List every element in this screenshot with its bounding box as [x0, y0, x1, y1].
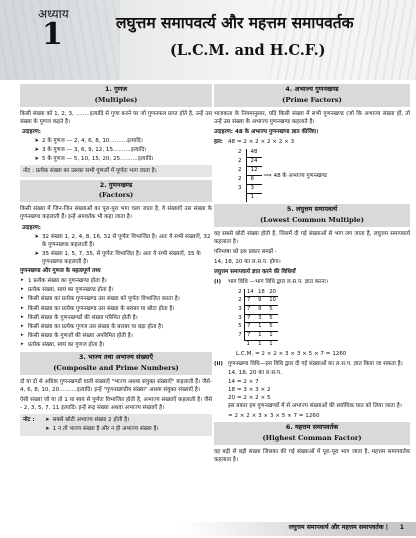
section-heading-factors — [20, 180, 212, 203]
solution-label: हल: — [214, 139, 223, 146]
note-box: नोट : प्रत्येक संख्या का उसका सभी गुणजों में पूर्णतः भाग जाता है। — [20, 165, 212, 176]
example-block — [22, 224, 212, 267]
grid-cell: 14 — [244, 289, 256, 297]
note-item: सबसे छोटी अभाज्य संख्या 2 होती है। — [52, 416, 130, 423]
chapter-header — [0, 0, 416, 80]
table-row — [234, 176, 262, 185]
note-box — [20, 414, 212, 435]
facts-heading: गुणनखण्ड और गुणज के महत्वपूर्ण तथ्य — [20, 268, 101, 275]
example-item: 3 के गुणज — 3, 6, 9, 12, 15..........इत्यादि। — [42, 147, 147, 154]
dividend-cell: 3 — [246, 185, 262, 194]
methods-heading: लघुत्तम समापवर्त्य ज्ञात करने की विधियाँ — [214, 269, 296, 276]
divisor-cell: 3 — [234, 185, 246, 194]
divisor-cell: 2 — [234, 149, 246, 157]
left-column — [20, 84, 212, 439]
arrow-bullet-icon: ➤ — [34, 138, 39, 145]
grid-cell: 1 — [258, 340, 262, 347]
page-footer — [0, 520, 416, 538]
divisor-cell — [234, 194, 246, 202]
list-item: ▸ किसी संख्या के गुणजों की संख्या अपरिमित होती है। — [20, 332, 212, 340]
right-column — [214, 84, 410, 466]
section-title: 6. महत्तम समापवर्तक — [285, 423, 339, 432]
section-title: 4. अभाज्य गुणनखण्ड — [285, 85, 339, 93]
table-row — [234, 149, 262, 157]
paragraph: परिभाषा को इस प्रकार समझें - — [214, 249, 277, 256]
example-item: 5 के गुणज — 5, 10, 15, 20, 25..........इत्यादि। — [42, 156, 154, 163]
arrow-bullet-icon: ➤ — [34, 233, 39, 240]
division-arrow-icon: ⟹ — [263, 172, 272, 179]
chapter-number: 1 — [42, 17, 63, 52]
method-number: (i) — [214, 279, 222, 286]
grid-cell: 9 — [256, 297, 267, 306]
grid-cell: 5 — [267, 305, 278, 314]
table-row — [234, 185, 262, 194]
table-row — [234, 158, 262, 167]
grid-cell: 7 — [244, 305, 256, 314]
grid-cell: 1 — [256, 331, 267, 340]
divisor-cell — [236, 340, 244, 348]
division-note: 48 के अभाज्य गुणनखण्ड — [273, 172, 327, 179]
list-item: ▸ किसी संख्या का प्रत्येक गुणनखण्ड उस संख्या के बराबर या छोटा होता है। — [20, 305, 212, 313]
paragraph: वह सबसे छोटी संख्या होती है, जिसमें दी गई संख्याओं से भाग लग जाता है, लघुत्तम समापवर्त्य कहलाता है। — [214, 230, 410, 245]
division-table — [234, 149, 262, 202]
chapter-label: अध्याय — [38, 7, 69, 21]
footer-chapter-title: लघुत्तम समापवर्त्य और महत्तम समापवर्तक | — [288, 524, 388, 531]
divisor-cell: 2 — [234, 167, 246, 176]
solution-expression: 48 = 2 × 2 × 2 × 2 × 3 — [228, 139, 295, 146]
grid-cell: 1 — [246, 340, 250, 347]
divisor-cell: 2 — [236, 289, 244, 297]
example-label: उदाहरण: — [22, 224, 42, 231]
example-label: उदाहरण: — [22, 129, 42, 136]
dividend-cell: 1 — [250, 194, 254, 201]
example-item: 2 के गुणज — 2, 4, 6, 8, 10..........इत्यादि। — [42, 138, 143, 145]
lcm-result: = 2 × 2 × 3 × 3 × 5 × 7 = 1260 — [228, 412, 320, 419]
section-subtitle: (Lowest Common Multiple) — [260, 215, 364, 224]
list-item: 20 = 2 × 2 × 5 — [228, 394, 271, 401]
grid-cell: 5 — [267, 314, 278, 323]
section-heading-multiples — [20, 84, 212, 107]
table-row — [236, 314, 278, 323]
paragraph: वह बड़ी से बड़ी संख्या जिसका की गई संख्याओं में पूरा-पूरा भाग जाता है, महत्तम समापवर्तक कहलाता है। — [214, 448, 410, 463]
section-subtitle: (Highest Comman Factor) — [262, 433, 362, 442]
grid-cell: 1 — [267, 331, 278, 340]
table-row — [236, 297, 278, 306]
section-subtitle: (Composite and Prime Numbers) — [53, 363, 179, 372]
divisor-cell: 2 — [234, 158, 246, 167]
paragraph: किसी संख्या में जिन-जिन संख्याओं का पूरा-पूरा भाग चला जाता है, वे संख्याएँ उस संख्या के गुणनखण्ड कहलाती हैं। इन्हें अपवर्तक भी कहा जाता है। — [20, 206, 212, 221]
divisor-cell: 2 — [236, 297, 244, 306]
table-row — [236, 289, 278, 297]
arrow-bullet-icon: ➤ — [34, 250, 39, 257]
divisor-cell: 7 — [236, 331, 244, 340]
section-title: 1. गुणज — [104, 85, 128, 93]
method-number: (ii) — [214, 361, 223, 368]
example-question: उदाहरण: 48 के अभाज्य गुणनखण्ड ज्ञात कीजिए। — [214, 129, 319, 136]
division-block — [214, 147, 410, 204]
method-text: भाग विधि —भाग विधि द्वारा ल.स.प. ज्ञात करना। — [228, 279, 328, 286]
paragraph: 14, 18, 20 का ल.स.प. होगा। — [214, 259, 281, 266]
grid-cell: 5 — [267, 323, 278, 332]
dividend-cell: 12 — [246, 167, 262, 176]
paragraph: दो या दो से अधिक गुणनखण्डों वाली संख्याएँ "भाज्य अथवा संयुक्त संख्याएँ" कहलाती हैं। जैसे- 4, 6, 8, 10, 20..........इत्यादि। इन्हें "गुणनखण्डीय संख्या" अथवा संयुक्त संख्याएँ है। — [20, 378, 212, 394]
facts-list — [20, 277, 212, 349]
grid-cell: 7 — [244, 331, 256, 340]
grid-cell: 1 — [256, 323, 267, 332]
arrow-bullet-icon: ➤ — [34, 156, 39, 163]
factor-method-lines — [228, 369, 410, 401]
method-text: गुणनखण्ड विधि—इस विधि द्वारा दी गई संख्याओं का ल.स.प. ज्ञात किया जा सकता है। — [228, 361, 403, 368]
chapter-title-english: (L.C.M. and H.C.F.) — [170, 42, 326, 59]
divisor-cell: 2 — [234, 176, 246, 185]
section-title: 3. भाज्य तथा अभाज्य संख्याएँ — [78, 353, 153, 362]
paragraph: ऐसी संख्या जो या तो 1 या स्वयं से पूर्णतः विभाजित होती है, अभाज्य संख्याएँ कहलाती है। जैसे - 2, 3, 5, 7, 11 इत्यादि। इन्हें रूढ़ संख्या अथवा अभाज्य संख्याएँ है। — [20, 397, 212, 412]
dividend-cell: 48 — [246, 149, 262, 157]
divisor-cell: 3 — [236, 305, 244, 314]
section-title: 2. गुणनखण्ड — [99, 180, 133, 189]
arrow-bullet-icon: ➤ — [34, 147, 39, 154]
grid-cell: 3 — [256, 314, 267, 323]
note-label: नोट : — [23, 416, 35, 423]
paragraph: भाजकता के नियमानुसार, यदि किसी संख्या में सभी गुणनखण्ड (जो कि अभाज्य संख्या हों, तो उन्हें उस संख्या के अभाज्य गुणनखण्ड कहलाते है। — [214, 110, 410, 125]
dividend-cell: 6 — [246, 176, 262, 185]
table-row — [236, 331, 278, 340]
grid-cell: 20 — [267, 289, 278, 297]
grid-cell: 7 — [244, 323, 256, 332]
list-item: ▸ 1 प्रत्येक संख्या का गुणनखण्ड होता है। — [20, 277, 212, 285]
table-row — [234, 167, 262, 176]
section-heading-composite-prime — [20, 352, 212, 375]
grid-cell: 18 — [256, 289, 267, 297]
grid-cell: 7 — [244, 314, 256, 323]
list-item: 14 = 2 × 7 — [228, 378, 259, 385]
lcm-division-grid — [236, 289, 278, 349]
grid-cell: 1 — [269, 340, 273, 347]
example-item: 35 संख्या 1, 5, 7, 35, से पूर्णतः विभाजित है। अतः ये सभी संख्याएँ, 35 के गुणनखण्ड कहलाती है। — [42, 250, 201, 266]
list-item: ▸ प्रत्येक संख्या, स्वयं का गुणनखण्ड होता है। — [20, 286, 212, 294]
divisor-cell: 3 — [236, 314, 244, 323]
table-row — [236, 323, 278, 332]
section-heading-lcm — [214, 204, 410, 227]
paragraph: इस प्रकार हम गुणनखण्डों में से अभाज्य संख्याओं की सर्वाधिक घात को लिया जाता है। — [228, 402, 402, 409]
arrow-bullet-icon: ➤ — [45, 416, 50, 423]
table-row — [234, 194, 262, 202]
section-title: 5. लघुत्तम समापवर्त्य — [286, 205, 338, 214]
paragraph: किसी संख्या को 1, 2, 3, ........इत्यादि से गुणा करने पर जो गुणनफल प्राप्त होते है, उन्हें उस संख्या के गुणज कहते है। — [20, 110, 212, 125]
example-item: 32 संख्या 1, 2, 4, 8, 16, 32 से पूर्णतः विभाजित है। अतः ये सभी संख्याएँ, 32 के गुणनखण्ड कहलाती हैं। — [42, 233, 211, 248]
list-item: 18 = 3 × 3 × 2 — [228, 386, 271, 393]
divisor-cell: 5 — [236, 323, 244, 332]
section-heading-hcf — [214, 422, 410, 445]
section-subtitle: (Multiples) — [94, 95, 138, 104]
list-item: 14, 18, 20 का ल.स.प. — [228, 370, 282, 377]
table-row — [236, 305, 278, 314]
grid-cell: 7 — [244, 297, 256, 306]
page-number: 1 — [399, 524, 404, 531]
section-subtitle: (Prime Factors) — [282, 95, 342, 104]
note-item: 1 न तो भाज्य संख्या है और न ही अभाज्य संख्या है। — [52, 425, 159, 432]
list-item: ▸ किसी संख्या का प्रत्येक गुणनखण्ड उस संख्या को पूर्णतः विभाजित करता है। — [20, 295, 212, 303]
dividend-cell: 24 — [246, 158, 262, 167]
section-heading-prime-factors — [214, 84, 410, 107]
grid-cell: 9 — [256, 305, 267, 314]
example-block — [22, 128, 212, 163]
list-item: ▸ किसी संख्या के गुणनखण्डों की संख्या परिमित होती है। — [20, 314, 212, 322]
list-item: ▸ प्रत्येक संख्या, स्वयं का गुणज होता है। — [20, 341, 212, 349]
lcm-result: L.C.M. = 2 × 2 × 3 × 3 × 5 × 7 = 1260 — [236, 351, 347, 358]
arrow-bullet-icon: ➤ — [45, 425, 50, 432]
section-subtitle: (Factors) — [98, 191, 134, 200]
grid-cell: 10 — [267, 297, 278, 306]
chapter-title-hindi: लघुत्तम समापवर्त्य और महत्तम समापवर्तक — [116, 14, 354, 32]
list-item: ▸ किसी संख्या का प्रत्येक गुणज उस संख्या के बराबर या बड़ा होता है। — [20, 323, 212, 331]
table-row — [236, 340, 278, 348]
